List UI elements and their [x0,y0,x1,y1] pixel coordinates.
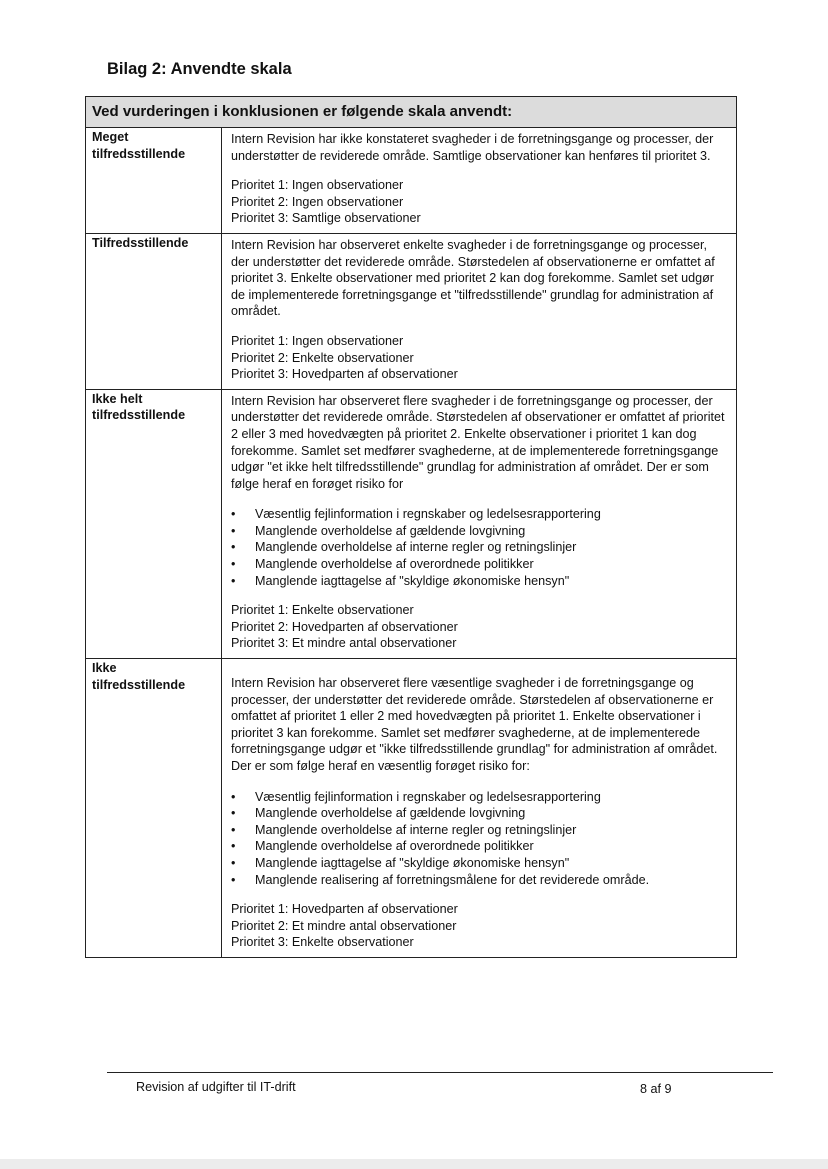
rating-label-line: Ikke [92,661,117,676]
priority-line: Prioritet 3: Samtlige observationer [231,211,421,226]
table-row [86,128,737,234]
rating-label-line: Tilfredsstillende [92,235,189,250]
rating-label-line: Ikke helt [92,391,143,406]
priority-line: Prioritet 3: Et mindre antal observationer [231,636,457,651]
rating-label [86,233,222,389]
table-row [86,659,737,958]
table-row [86,233,737,389]
rating-label-line: tilfredsstillende [92,146,186,161]
priority-line: Prioritet 2: Ingen observationer [231,194,404,209]
risk-list-item: • Manglende iagttagelse af "skyldige økonomiske hensyn" [231,573,728,590]
description-text: Intern Revision har observeret flere væsentlige svagheder i de forretningsgange og processer, der understøtter det reviderede område. Størstedelen af observationerne er omfattet af prioritet 1 eller 2 med hovedvægten på prioritet 1. Enkelte observationer i prioritet 3 kan forekomme. Samlet set medfører svaghederne, at de implementerede forretningsgange udgør et "ikke tilfredsstillende grundlag" for administration af området. Der er som følge heraf en væsentlig forøget risiko for: [231,676,718,773]
priority-line: Prioritet 2: Enkelte observationer [231,350,414,365]
priority-line: Prioritet 1: Hovedparten af observationer [231,902,458,917]
risk-list-item: • Manglende overholdelse af gældende lovgivning [231,523,728,540]
priority-line: Prioritet 2: Hovedparten af observationer [231,619,458,634]
priority-line: Prioritet 1: Ingen observationer [231,333,404,348]
rating-label-line: tilfredsstillende [92,408,186,423]
priority-list [231,901,728,951]
rating-scale-table [85,96,737,958]
risk-list-item: • Manglende iagttagelse af "skyldige økonomiske hensyn" [231,855,728,872]
footer-page-number: 8 af 9 [640,1082,672,1096]
description-text: Intern Revision har observeret flere svagheder i de forretningsgange og processer, der understøtter det reviderede område. Størstedelen af observationer er omfattet af prioritet 2 eller 3 med hovedvægten på prioritet 2. Enkelte observationer i prioritet 1 kan dog forekomme. Samlet set medfører svaghederne, at de implementerede forretningsgange udgør "et ikke helt tilfredsstillende" grundlag for administration af området. Der er som følge heraf en forøget risiko for [231,393,725,491]
priority-line: Prioritet 1: Ingen observationer [231,178,404,193]
risk-list-item: • Manglende overholdelse af overordnede politikker [231,838,728,855]
priority-line: Prioritet 1: Enkelte observationer [231,603,414,618]
rating-label-line: tilfredsstillende [92,677,186,692]
risk-list-item: • Manglende realisering af forretningsmålene for det reviderede område. [231,872,728,889]
risk-list-item: • Manglende overholdelse af gældende lovgivning [231,805,728,822]
rating-description [222,659,737,958]
risk-list-item: • Manglende overholdelse af interne regler og retningslinjer [231,539,728,556]
risk-list-item: • Manglende overholdelse af interne regler og retningslinjer [231,822,728,839]
rating-description [222,128,737,234]
rating-description [222,233,737,389]
priority-list [231,333,728,383]
risk-list-item: • Væsentlig fejlinformation i regnskaber og ledelsesrapportering [231,506,728,523]
rating-label [86,389,222,658]
rating-description [222,389,737,658]
risk-list [231,506,728,589]
risk-list [231,789,728,889]
table-row [86,389,737,658]
priority-line: Prioritet 3: Enkelte observationer [231,935,414,950]
priority-list [231,177,728,227]
rating-label [86,128,222,234]
page-title: Bilag 2: Anvendte skala [107,60,292,78]
rating-label [86,659,222,958]
footer-document-title: Revision af udgifter til IT-drift [136,1080,296,1094]
risk-list-item: • Væsentlig fejlinformation i regnskaber og ledelsesrapportering [231,789,728,806]
description-text: Intern Revision har observeret enkelte svagheder i de forretningsgange og processer, der understøtter det reviderede område. Størstedelen af observationerne er omfattet af prioritet 3. Enkelte observationer med prioritet 2 kan dog forekomme. Samlet set udgør de implementerede forretningsgange et "tilfredsstillende" grundlag for administration af området. [231,237,715,319]
table-header: Ved vurderingen i konklusionen er følgende skala anvendt: [86,97,737,128]
priority-line: Prioritet 2: Et mindre antal observationer [231,918,457,933]
rating-label-line: Meget [92,130,129,144]
description-text: Intern Revision har ikke konstateret svagheder i de forretningsgange og processer, der understøtter de reviderede område. Samtlige observationer kan henføres til prioritet 3. [231,132,714,163]
footer-divider [107,1072,773,1073]
page-bottom-edge [0,1159,828,1169]
priority-line: Prioritet 3: Hovedparten af observationer [231,367,458,382]
table-header-row [86,97,737,128]
priority-list [231,602,728,652]
risk-list-item: • Manglende overholdelse af overordnede politikker [231,556,728,573]
